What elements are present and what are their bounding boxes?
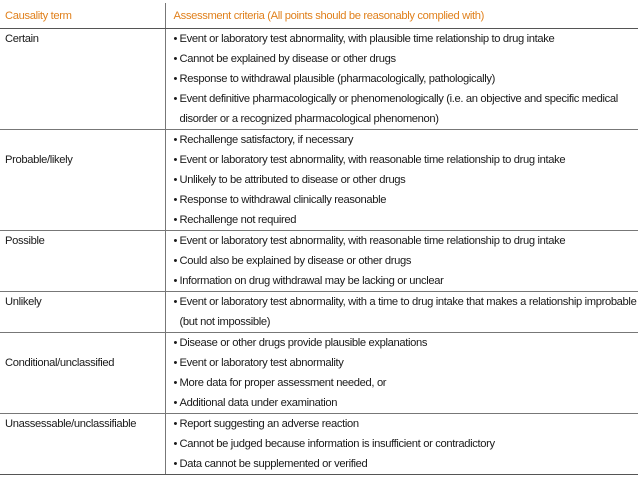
header-causality-term: Causality term [0,3,165,29]
term-unassessable-unclassifiable: Unassessable/unclassifiable [5,418,137,430]
criteria-item: • Cannot be explained by disease or other drugs [174,49,638,69]
criteria-cell [165,333,638,414]
criteria-item: • Data cannot be supplemented or verified [174,454,638,474]
term-possible: Possible [5,235,45,247]
header-row [0,3,638,29]
table-row-unlikely [0,292,638,333]
term-probable-likely: Probable/likely [5,154,73,166]
criteria-item: • Rechallenge not required [174,210,638,230]
criteria-item: • Rechallenge satisfactory, if necessary [174,130,638,150]
criteria-item: • Information on drug withdrawal may be lacking or unclear [174,271,638,291]
criteria-item: • Event definitive pharmacologically or phenomenologically (i.e. an objective and specific medical disorder or a recognized pharmacological phenomenon) [174,89,638,129]
criteria-cell [165,292,638,333]
criteria-item: • Event or laboratory test abnormality, with reasonable time relationship to drug intake [174,150,638,170]
causality-assessment-table [0,3,638,475]
criteria-item: • Event or laboratory test abnormality, with plausible time relationship to drug intake [174,29,638,49]
criteria-cell [165,29,638,130]
table-header [0,3,638,29]
criteria-item: • Could also be explained by disease or other drugs [174,251,638,271]
criteria-list [166,231,638,291]
term-cell [0,414,165,475]
criteria-item: • More data for proper assessment needed, or [174,373,638,393]
criteria-list [166,414,638,474]
table-row-certain [0,29,638,130]
criteria-cell [165,414,638,475]
table-row-probable-likely [0,130,638,231]
criteria-item: • Event or laboratory test abnormality [174,353,638,373]
term-cell [0,130,165,231]
criteria-item: • Report suggesting an adverse reaction [174,414,638,434]
term-conditional-unclassified: Conditional/unclassified [5,357,115,369]
term-unlikely: Unlikely [5,296,42,308]
criteria-item: • Additional data under examination [174,393,638,413]
criteria-item: • Unlikely to be attributed to disease or other drugs [174,170,638,190]
term-cell [0,333,165,414]
term-cell [0,292,165,333]
header-assessment-criteria: Assessment criteria (All points should be reasonably complied with) [165,3,638,29]
criteria-list [166,29,638,129]
term-cell [0,29,165,130]
criteria-item: • Response to withdrawal clinically reasonable [174,190,638,210]
table-row-conditional-unclassified [0,333,638,414]
criteria-list [166,333,638,413]
criteria-item: • Response to withdrawal plausible (pharmacologically, pathologically) [174,69,638,89]
table-row-unassessable-unclassifiable [0,414,638,475]
term-certain: Certain [5,33,39,45]
criteria-list [166,130,638,230]
criteria-item: • Cannot be judged because information is insufficient or contradictory [174,434,638,454]
criteria-cell [165,130,638,231]
criteria-item: • Event or laboratory test abnormality, with reasonable time relationship to drug intake [174,231,638,251]
criteria-item: • Event or laboratory test abnormality, with a time to drug intake that makes a relationship improbable (but not impossible) [174,292,638,332]
criteria-list [166,292,638,332]
table-row-possible [0,231,638,292]
criteria-item: • Disease or other drugs provide plausible explanations [174,333,638,353]
term-cell [0,231,165,292]
criteria-cell [165,231,638,292]
